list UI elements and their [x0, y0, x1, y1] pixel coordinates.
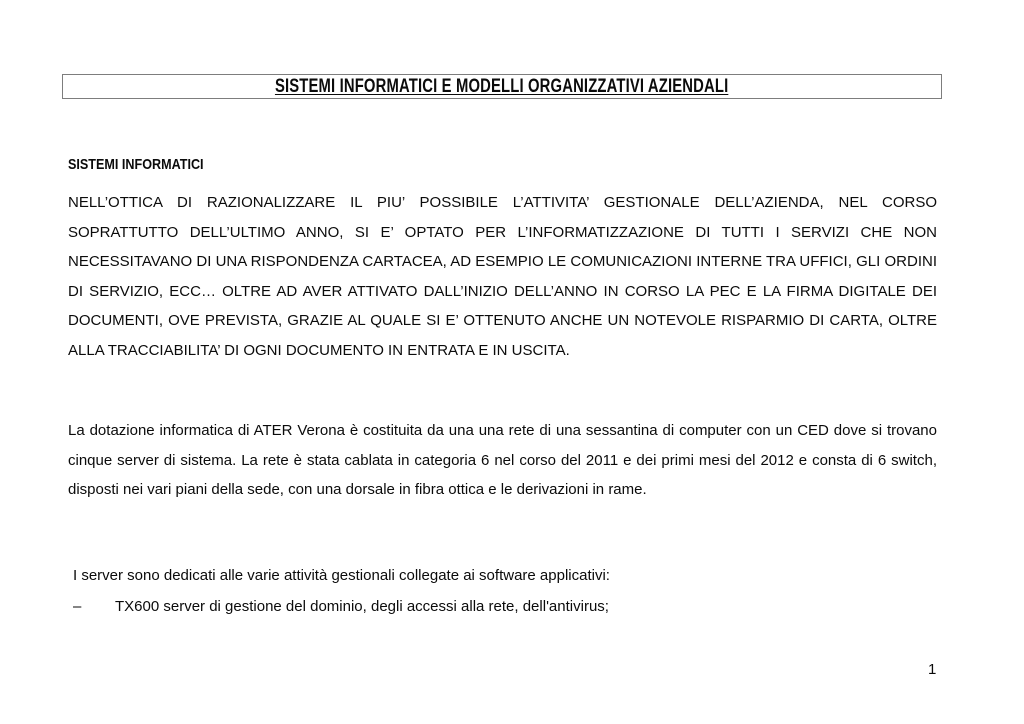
list-item-text: TX600 server di gestione del dominio, degli accessi alla rete, dell'antivirus; [115, 598, 609, 615]
paragraph-server-intro: I server sono dedicati alle varie attività gestionali collegate ai software applicativi: [73, 567, 610, 584]
list-dash-marker: – [73, 598, 82, 615]
list-item-tx600 [73, 597, 937, 616]
paragraph-dotazione-informatica: La dotazione informatica di ATER Verona è costituita da una una rete di una sessantina di computer con un CED dove si trovano cinque server di sistema. La rete è stata cablata in categoria 6 nel corso del 2011 e dei primi mesi del 2012 e consta di 6 switch, disposti nei vari piani della sede, con una dorsale in fibra ottica e le derivazioni in rame. [68, 422, 937, 498]
section-heading: SISTEMI INFORMATICI [68, 156, 204, 173]
page-number: 1 [928, 661, 937, 678]
paragraph-informatizzazione: NELL’OTTICA DI RAZIONALIZZARE IL PIU’ POSSIBILE L’ATTIVITA’ GESTIONALE DELL’AZIENDA, NEL CORSO SOPRATTUTTO DELL’ULTIMO ANNO, SI E’ OPTATO PER L’INFORMATIZZAZIONE DI TUTTI I SERVIZI CHE NON NECESSITAVANO DI UNA RISPONDENZA CARTACEA, AD ESEMPIO LE COMUNICAZIONI INTERNE TRA UFFICI, GLI ORDINI DI SERVIZIO, ECC… OLTRE AD AVER ATTIVATO DALL’INIZIO DELL’ANNO IN CORSO LA PEC E LA FIRMA DIGITALE DEI DOCUMENTI, OVE PREVISTA, GRAZIE AL QUALE SI E’ OTTENUTO ANCHE UN NOTEVOLE RISPARMIO DI CARTA, OLTRE ALLA TRACCIABILITA’ DI OGNI DOCUMENTO IN ENTRATA E IN USCITA. [68, 194, 937, 359]
document-title-box [62, 74, 942, 99]
document-title: SISTEMI INFORMATICI E MODELLI ORGANIZZATIVI AZIENDALI [275, 76, 729, 97]
